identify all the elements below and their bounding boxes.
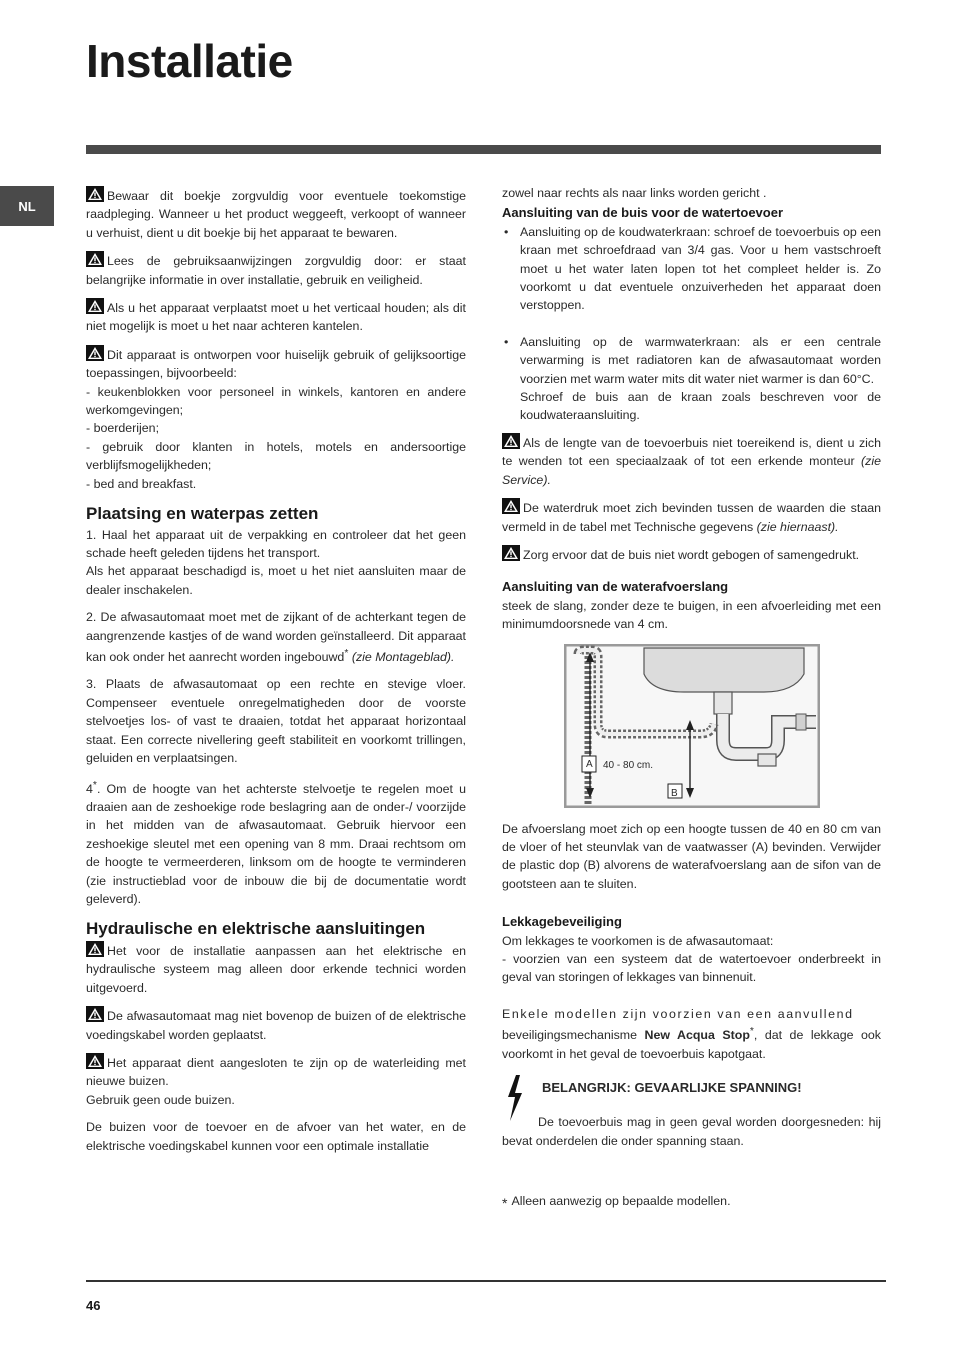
label-a: A: [586, 758, 593, 770]
drain-hose-diagram: [564, 644, 820, 808]
list-line: - bed and breakfast.: [86, 476, 197, 491]
warning-icon: [502, 433, 520, 449]
right-column: [502, 184, 881, 1212]
list-line: - keukenblokken voor personeel in winkels, kantoren en andere werkomgevingen;: [86, 384, 466, 418]
warning-icon: [86, 251, 104, 267]
paragraph: [86, 941, 466, 997]
text: Schroef de buis aan de kraan zoals beschreven voor de koudwateraansluiting.: [520, 390, 881, 423]
left-column: [86, 186, 466, 1164]
text: Enkele modellen zijn voorzien van een aanvullend: [502, 1006, 854, 1021]
text: Het apparaat dient aangesloten te zijn op de waterleiding met nieuwe buizen.: [86, 1055, 466, 1089]
paragraph: [86, 1053, 466, 1091]
text: , dat de lekkage ook voorkomt in het geval de toevoerbuis kapotgaat.: [502, 1028, 881, 1061]
voltage-warning-title: BELANGRIJK: GEVAARLIJKE SPANNING!: [542, 1080, 802, 1096]
footer-rule: [86, 1280, 886, 1282]
text: Als u het apparaat verplaatst moet u het verticaal houden; als dit niet mogelijk is moet u het naar achteren kantelen.: [86, 301, 466, 334]
height-range-label: 40 - 80 cm.: [603, 759, 654, 771]
paragraph: De buizen voor de toevoer en de afvoer van het water, en de elektrische voedingskabel kunnen voor een optimale installatie: [86, 1120, 466, 1153]
paragraph: De afvoerslang moet zich op een hoogte tussen de 40 en 80 cm van de vloer of het steunvlak van de vaatwasser (A) bevinden. Verwijder de plastic dop (B) alvorens de waterafvoerslang aan de sifon van de gootsteen aan te sluiten.: [502, 821, 881, 891]
lightning-bolt-icon: [502, 1075, 528, 1121]
text: beveiligingsmechanisme: [502, 1028, 637, 1043]
text: Aansluiting op de warmwaterkraan: als er een centrale verwarming is met radiatoren kan de afwasautomaat worden voorzien met warm water mits dit water niet warmer is dan 60°C.: [520, 334, 881, 386]
asterisk: *: [344, 647, 349, 659]
paragraph: steek de slang, zonder deze te buigen, in een afvoerleiding met een minimumdoorsnede van 4 cm.: [502, 598, 881, 632]
paragraph: [502, 545, 881, 564]
footnote: [502, 1192, 881, 1212]
paragraph: [86, 186, 466, 242]
paragraph: 1. Haal het apparaat uit de verpakking en controleer dat het geen schade heeft geleden tijdens het transport.: [86, 527, 466, 560]
text: Dit apparaat is ontworpen voor huiselijk gebruik of gelijksoortige toepassingen, bijvoorbeeld:: [86, 347, 466, 381]
paragraph: Als het apparaat beschadigd is, moet u het niet aansluiten maar de dealer inschakelen.: [86, 564, 466, 597]
warning-icon: [502, 545, 520, 561]
reference: (zie hiernaast).: [756, 519, 839, 534]
text: De waterdruk moet zich bevinden tussen de waarden die staan vermeld in de tabel met Technische gegevens: [502, 501, 881, 534]
section-heading-toevoer: Aansluiting van de buis voor de watertoevoer: [502, 205, 784, 221]
text: Zorg ervoor dat de buis niet wordt gebogen of samengedrukt.: [523, 547, 860, 562]
warning-icon: [86, 186, 104, 202]
step-number: 4: [86, 781, 93, 796]
paragraph: [502, 1005, 881, 1063]
asterisk: *: [502, 1194, 508, 1211]
warning-icon: [86, 345, 104, 361]
language-tab: NL: [0, 186, 54, 226]
paragraph: [502, 433, 881, 489]
text: Lees de gebruiksaanwijzingen zorgvuldig door: er staat belangrijke informatie in over installatie, gebruik en veiligheid.: [86, 254, 466, 287]
paragraph: zowel naar rechts als naar links worden gericht .: [502, 186, 767, 200]
list-item: • Aansluiting op de koudwaterkraan: schroef de toevoerbuis op een kraan met schroefdraad van 3/4 gas. Voor u hem vastschroeft moet u het water laten lopen tot het compleet helder is. Zo voorkomt u dat eventuele onzuiverheden het apparaat doen verstoppen.: [502, 223, 881, 315]
bullet-list: [502, 223, 881, 425]
asterisk: *: [749, 1026, 754, 1038]
label-b: B: [671, 787, 678, 799]
paragraph: [86, 298, 466, 336]
paragraph: [86, 608, 466, 666]
paragraph: - voorzien van een systeem dat de watertoevoer onderbreekt in geval van storingen of lekkages van binnenuit.: [502, 951, 881, 985]
paragraph: Gebruik geen oude buizen.: [86, 1092, 235, 1107]
page-number: 46: [86, 1298, 101, 1313]
text: Bewaar dit boekje zorgvuldig voor eventuele toekomstige raadpleging. Wanneer u het product weggeeft, verkoopt of wanneer u verhuist, dient u dit boekje bij het apparaat te bewaren.: [86, 189, 466, 240]
warning-icon: [86, 941, 104, 957]
header-rule: [86, 145, 881, 154]
asterisk: *: [92, 779, 97, 791]
section-heading-lekkage: Lekkagebeveiliging: [502, 914, 622, 930]
paragraph: [86, 1006, 466, 1044]
list-line: - boerderijen;: [86, 421, 160, 436]
list-line: - gebruik door klanten in hotels, motels en andersoortige verblijfsmogelijkheden;: [86, 439, 466, 473]
text: Als de lengte van de toevoerbuis niet toereikend is, dient u zich te wenden tot een speciaalzaak of tot een erkende monteur: [502, 435, 881, 469]
brand-name: New Acqua Stop: [644, 1028, 750, 1043]
paragraph: [86, 345, 466, 383]
list-item: [502, 333, 881, 425]
section-heading-afvoer: Aansluiting van de waterafvoerslang: [502, 579, 729, 595]
warning-icon: [86, 298, 104, 314]
warning-icon: [502, 498, 520, 514]
paragraph: Om lekkages te voorkomen is de afwasautomaat:: [502, 933, 774, 948]
text: De afwasautomaat mag niet bovenop de buizen of de elektrische voedingskabel worden geplaatst.: [86, 1009, 466, 1042]
text: 2. De afwasautomaat moet met de zijkant of de achterkant tegen de aangrenzende kastjes of de wand worden geïnstalleerd. Dit apparaat kan ook onder het aanrecht worden ingebouwd: [86, 610, 466, 665]
paragraph: De toevoerbuis mag in geen geval worden doorgesneden: hij bevat onderdelen die onder spanning staan.: [502, 1115, 881, 1148]
paragraph: [86, 777, 466, 909]
paragraph: [502, 498, 881, 536]
footnote-text: Alleen aanwezig op bepaalde modellen.: [511, 1193, 731, 1208]
page-title: Installatie: [86, 35, 293, 87]
paragraph: [86, 251, 466, 289]
warning-icon: [86, 1053, 104, 1069]
drain-diagram-figure: [564, 644, 820, 808]
reference: (zie Montageblad).: [351, 650, 455, 665]
text: . Om de hoogte van het achterste stelvoetje te regelen moet u draaien aan de zeshoekige rode beslagring aan de onder-/ voorzijde in het midden van de afwasautomaat. Gebruik hiervoor een zeshoekige sleutel met een opening van 8 mm. Draai rechtsom om de hoogte te vermeerderen, linksom om de hoogte te verminderen (zie instructieblad voor de inbouw die bij de documentatie wordt geleverd).: [86, 781, 466, 907]
paragraph: 3. Plaats de afwasautomaat op een rechte en stevige vloer. Compenseer eventuele onregelmatigheden door de voorste stelvoetjes los- of vast te draaien, totdat het apparaat horizontaal staat. Een correcte nivellering geeft stabiliteit en voorkomt trillingen, geluiden en verplaatsingen.: [86, 677, 466, 766]
reference: (zie Service).: [502, 454, 881, 487]
warning-icon: [86, 1006, 104, 1022]
section-heading-hydraulisch: Hydraulische en elektrische aansluitingen: [86, 919, 426, 939]
section-heading-plaatsing: Plaatsing en waterpas zetten: [86, 504, 319, 524]
text: Het voor de installatie aanpassen aan het elektrische en hydraulische systeem mag alleen door erkende technici worden uitgevoerd.: [86, 943, 466, 995]
